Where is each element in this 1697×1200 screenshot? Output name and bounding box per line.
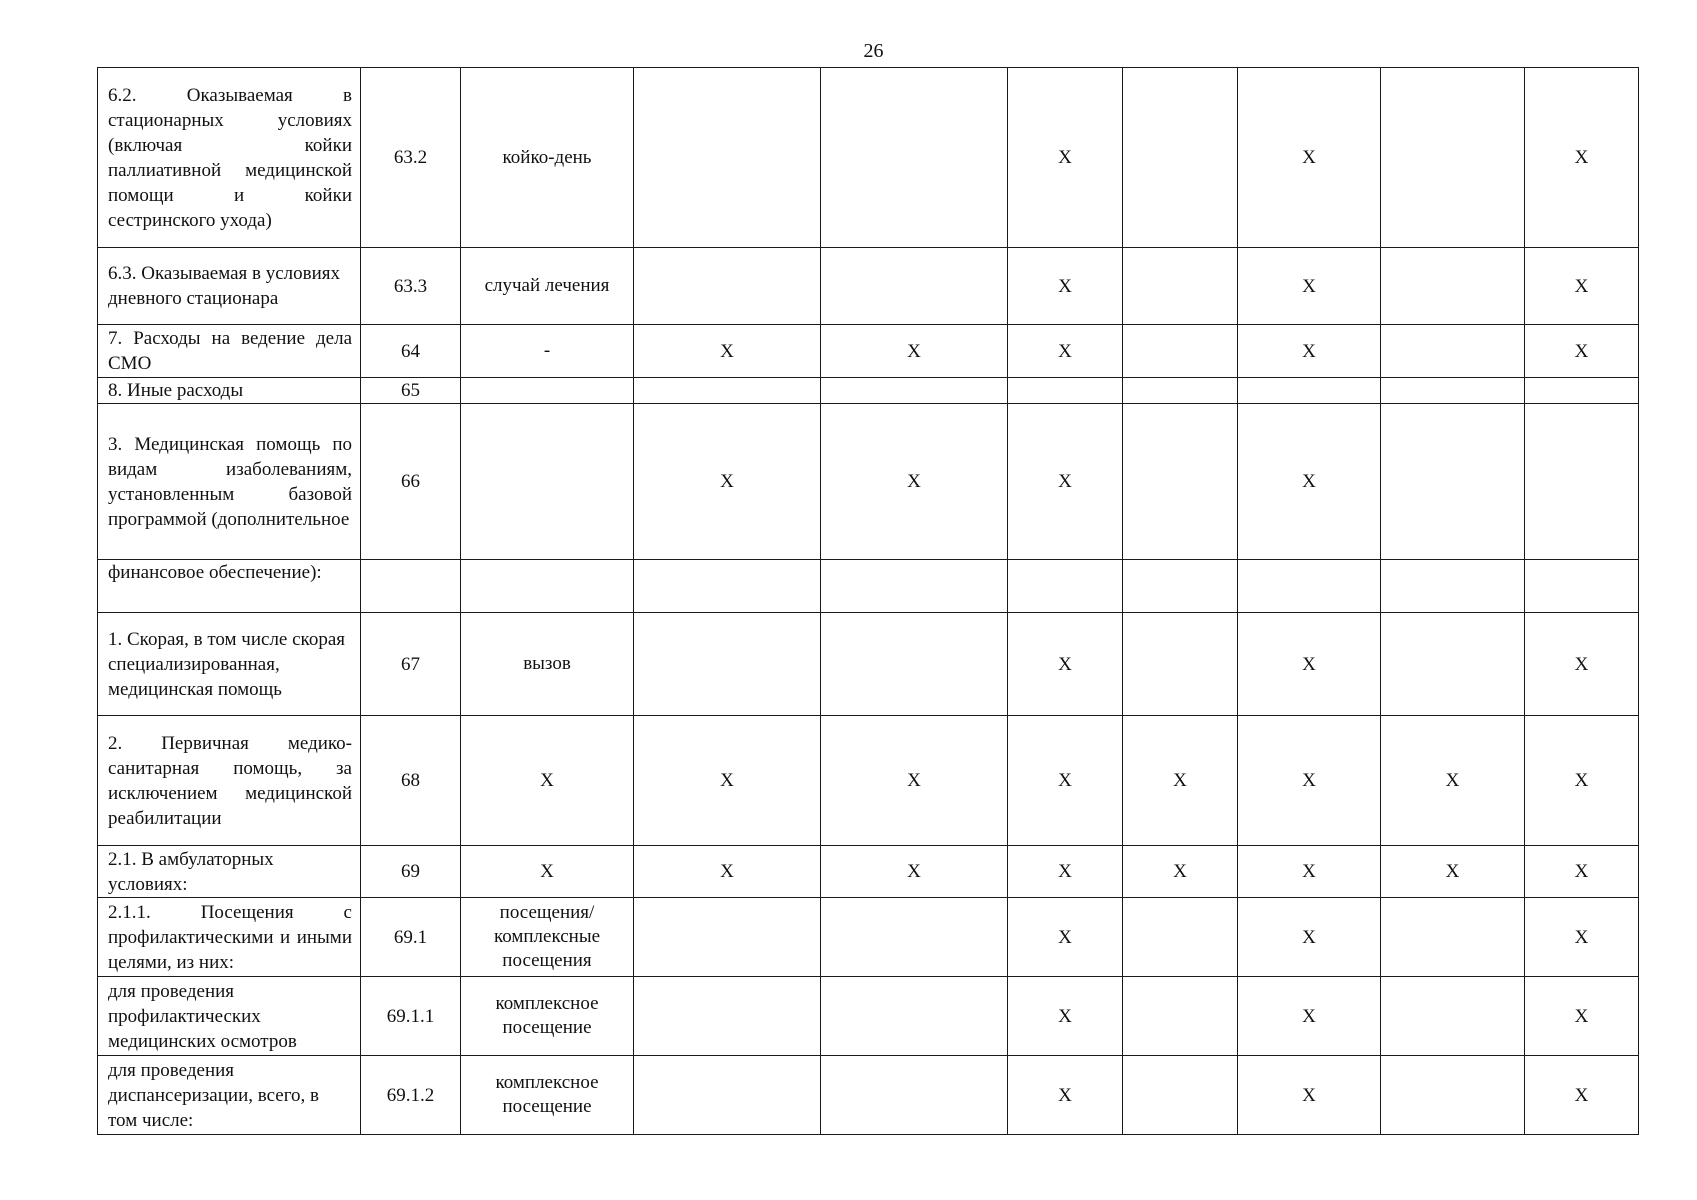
page-number: 26: [863, 40, 884, 62]
row-code-cell: 67: [361, 613, 461, 716]
row-unit-cell: -: [461, 325, 634, 378]
mark-cell: [1123, 1056, 1238, 1135]
mark-cell: X: [1008, 68, 1123, 248]
table-row: [98, 325, 1639, 378]
row-unit-cell: комплексное посещение: [461, 1056, 634, 1135]
table-row: [98, 846, 1639, 898]
mark-cell: [1008, 560, 1123, 613]
row-unit-cell: [461, 404, 634, 560]
mark-cell: X: [821, 716, 1008, 846]
table-row: [98, 716, 1639, 846]
mark-cell: X: [1008, 716, 1123, 846]
mark-cell: [1123, 248, 1238, 325]
mark-cell: X: [1238, 248, 1381, 325]
mark-cell: [1381, 560, 1525, 613]
mark-cell: X: [1525, 1056, 1639, 1135]
mark-cell: X: [1008, 613, 1123, 716]
mark-cell: [821, 898, 1008, 977]
mark-cell: [821, 613, 1008, 716]
mark-cell: X: [1238, 846, 1381, 898]
row-code-cell: 68: [361, 716, 461, 846]
mark-cell: [1123, 68, 1238, 248]
mark-cell: [1525, 404, 1639, 560]
mark-cell: X: [1381, 846, 1525, 898]
mark-cell: [634, 68, 821, 248]
mark-cell: [634, 898, 821, 977]
row-code-cell: 66: [361, 404, 461, 560]
mark-cell: X: [821, 325, 1008, 378]
row-unit-cell: случай лечения: [461, 248, 634, 325]
row-name-cell: 6.2. Оказываемая в стационарных условиях (включая койки паллиативной медицинской помощи и койки сестринского ухода): [98, 68, 361, 248]
mark-cell: X: [1238, 716, 1381, 846]
row-name-cell: для проведения диспансеризации, всего, в том числе:: [98, 1056, 361, 1135]
row-code-cell: 69.1.1: [361, 977, 461, 1056]
mark-cell: X: [634, 716, 821, 846]
mark-cell: X: [1238, 1056, 1381, 1135]
mark-cell: X: [1008, 248, 1123, 325]
row-name-cell: 1. Скорая, в том числе скорая специализированная, медицинская помощь: [98, 613, 361, 716]
mark-cell: X: [1525, 716, 1639, 846]
mark-cell: X: [1525, 248, 1639, 325]
mark-cell: X: [1008, 977, 1123, 1056]
row-name-cell: 7. Расходы на ведение дела СМО: [98, 325, 361, 378]
row-code-cell: 69.1.2: [361, 1056, 461, 1135]
mark-cell: [821, 248, 1008, 325]
row-code-cell: 69: [361, 846, 461, 898]
mark-cell: X: [1525, 977, 1639, 1056]
row-name-cell: 3. Медицинская помощь по видам изаболеваниям, установленным базовой программой (дополнительное: [98, 404, 361, 560]
row-name-cell: 8. Иные расходы: [98, 378, 361, 404]
mark-cell: [1123, 977, 1238, 1056]
mark-cell: [1123, 613, 1238, 716]
mark-cell: X: [1381, 716, 1525, 846]
mark-cell: [1381, 898, 1525, 977]
mark-cell: [1381, 378, 1525, 404]
mark-cell: [1123, 325, 1238, 378]
tariff-table: [97, 67, 1639, 1135]
row-code-cell: 69.1: [361, 898, 461, 977]
row-name-cell: 6.3. Оказываемая в условиях дневного стационара: [98, 248, 361, 325]
mark-cell: [1381, 325, 1525, 378]
table-row: [98, 404, 1639, 560]
mark-cell: [1381, 248, 1525, 325]
mark-cell: [1381, 613, 1525, 716]
table-row: [98, 560, 1639, 613]
row-name-cell: 2.1.1. Посещения с профилактическими и иными целями, из них:: [98, 898, 361, 977]
mark-cell: [1008, 378, 1123, 404]
row-name-cell: 2. Первичная медико-санитарная помощь, за исключением медицинской реабилитации: [98, 716, 361, 846]
row-code-cell: 63.3: [361, 248, 461, 325]
row-code-cell: 65: [361, 378, 461, 404]
mark-cell: [1381, 68, 1525, 248]
mark-cell: X: [1123, 846, 1238, 898]
mark-cell: X: [1008, 1056, 1123, 1135]
table-row: [98, 977, 1639, 1056]
row-name-cell: 2.1. В амбулаторных условиях:: [98, 846, 361, 898]
row-unit-cell: посещения/ комплексные посещения: [461, 898, 634, 977]
mark-cell: X: [1525, 898, 1639, 977]
mark-cell: X: [1238, 613, 1381, 716]
mark-cell: [1381, 404, 1525, 560]
mark-cell: [1123, 898, 1238, 977]
mark-cell: X: [1238, 68, 1381, 248]
mark-cell: X: [634, 325, 821, 378]
row-name-cell: для проведения профилактических медицинских осмотров: [98, 977, 361, 1056]
mark-cell: X: [1238, 325, 1381, 378]
row-name-cell: финансовое обеспечение):: [98, 560, 361, 613]
mark-cell: [634, 248, 821, 325]
mark-cell: X: [821, 404, 1008, 560]
table-row: [98, 378, 1639, 404]
mark-cell: [634, 560, 821, 613]
row-unit-cell: койко-день: [461, 68, 634, 248]
mark-cell: [634, 378, 821, 404]
row-code-cell: 63.2: [361, 68, 461, 248]
mark-cell: X: [1525, 325, 1639, 378]
mark-cell: [821, 977, 1008, 1056]
table-row: [98, 248, 1639, 325]
row-unit-cell: X: [461, 846, 634, 898]
row-code-cell: 64: [361, 325, 461, 378]
table-row: [98, 613, 1639, 716]
mark-cell: X: [1238, 977, 1381, 1056]
mark-cell: [821, 68, 1008, 248]
mark-cell: X: [1525, 68, 1639, 248]
mark-cell: [634, 1056, 821, 1135]
mark-cell: X: [1525, 613, 1639, 716]
mark-cell: [1123, 378, 1238, 404]
mark-cell: [1123, 404, 1238, 560]
mark-cell: [1525, 378, 1639, 404]
mark-cell: X: [1008, 898, 1123, 977]
mark-cell: X: [1008, 325, 1123, 378]
mark-cell: X: [821, 846, 1008, 898]
mark-cell: [1525, 560, 1639, 613]
mark-cell: X: [1008, 404, 1123, 560]
mark-cell: [821, 378, 1008, 404]
mark-cell: X: [1008, 846, 1123, 898]
row-unit-cell: [461, 560, 634, 613]
mark-cell: X: [1238, 404, 1381, 560]
mark-cell: [1381, 977, 1525, 1056]
row-unit-cell: вызов: [461, 613, 634, 716]
mark-cell: X: [634, 846, 821, 898]
table-row: [98, 68, 1639, 248]
mark-cell: [634, 613, 821, 716]
mark-cell: [821, 560, 1008, 613]
table-row: [98, 898, 1639, 977]
mark-cell: [821, 1056, 1008, 1135]
row-code-cell: [361, 560, 461, 613]
row-unit-cell: X: [461, 716, 634, 846]
mark-cell: X: [1525, 846, 1639, 898]
mark-cell: X: [1238, 898, 1381, 977]
table-row: [98, 1056, 1639, 1135]
row-unit-cell: комплексное посещение: [461, 977, 634, 1056]
mark-cell: [1238, 378, 1381, 404]
mark-cell: [634, 977, 821, 1056]
row-unit-cell: [461, 378, 634, 404]
mark-cell: X: [1123, 716, 1238, 846]
mark-cell: [1238, 560, 1381, 613]
mark-cell: [1381, 1056, 1525, 1135]
mark-cell: [1123, 560, 1238, 613]
mark-cell: X: [634, 404, 821, 560]
